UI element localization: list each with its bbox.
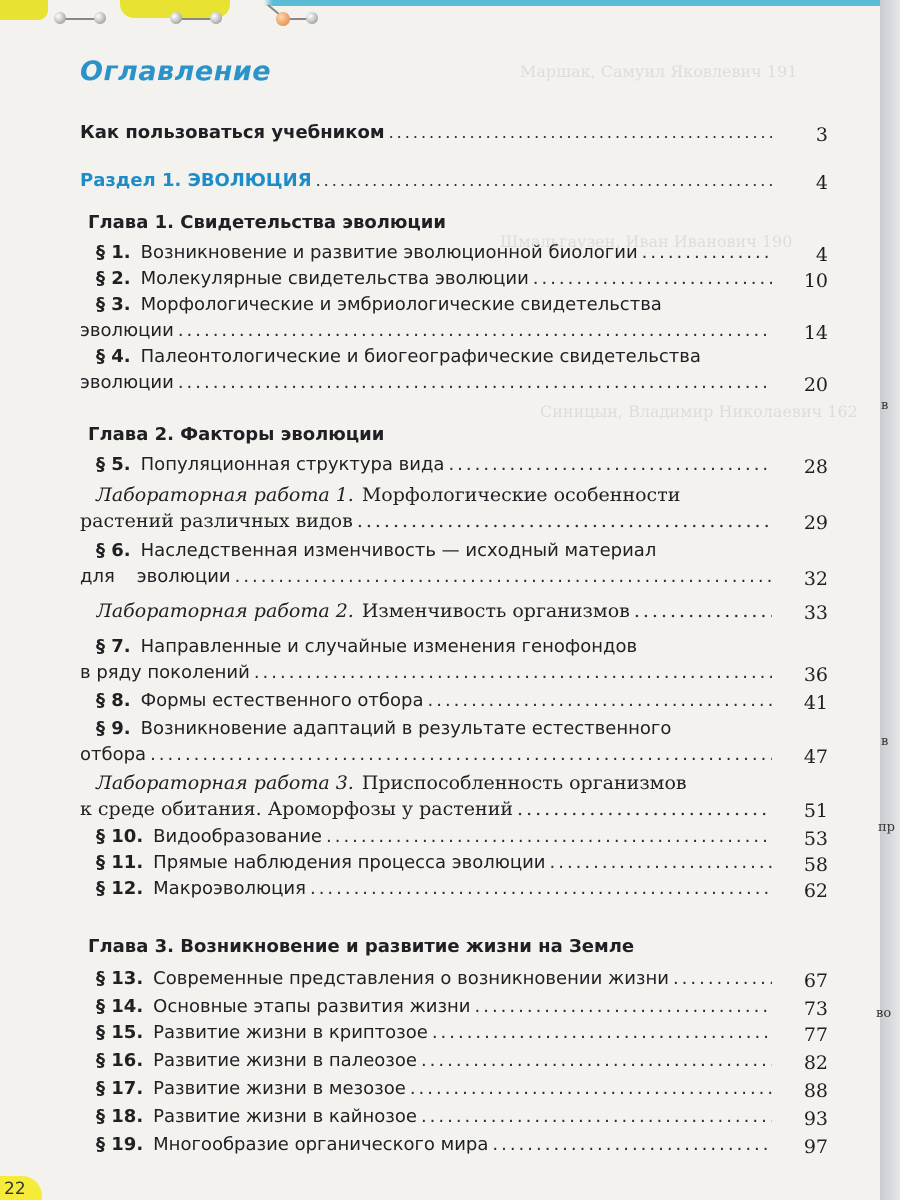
- paragraph-title: Популяционная структура вида: [140, 454, 445, 475]
- edge-letter: в: [881, 734, 889, 749]
- lab-work-label: Лабораторная работа 1.: [96, 484, 354, 506]
- toc-paragraph-continuation: [80, 320, 772, 344]
- toc-page-number: 28: [803, 456, 828, 478]
- dot-leader: [428, 690, 773, 711]
- edge-letter: во: [876, 1006, 892, 1021]
- decorative-banner: [0, 0, 880, 34]
- toc-paragraph-entry[interactable]: [96, 1106, 772, 1130]
- toc-paragraph-entry[interactable]: [96, 718, 671, 739]
- toc-entry-section[interactable]: [80, 170, 772, 194]
- toc-page-number: 53: [803, 828, 828, 850]
- paragraph-title: Современные представления о возникновении жизни: [153, 968, 669, 989]
- adjacent-page-edge: [876, 0, 900, 1200]
- toc-page-number: 47: [803, 746, 828, 768]
- dot-leader: [178, 372, 772, 393]
- toc-page-number: 88: [803, 1080, 828, 1102]
- toc-page-number: 32: [803, 568, 828, 590]
- dot-leader: [310, 878, 772, 899]
- toc-page-number: 67: [803, 970, 828, 992]
- dot-leader: [550, 852, 772, 873]
- toc-page-number: 14: [803, 322, 828, 344]
- toc-paragraph-entry[interactable]: [96, 346, 701, 367]
- toc-page-number: 41: [803, 692, 828, 714]
- dot-leader: [517, 798, 772, 820]
- toc-page-number: 93: [803, 1108, 828, 1130]
- paragraph-title: Основные этапы развития жизни: [153, 996, 471, 1017]
- molecule-icon: [306, 12, 318, 24]
- edge-letter: пр: [878, 820, 895, 835]
- toc-paragraph-continuation: [80, 662, 772, 686]
- paragraph-title: Наследственная изменчивость — исходный материал: [140, 540, 657, 561]
- dot-leader: [448, 454, 772, 475]
- paragraph-number: § 8.: [96, 690, 131, 711]
- molecule-icon: [54, 12, 66, 24]
- dot-leader: [673, 968, 772, 989]
- dot-leader: [178, 320, 772, 341]
- toc-page-number: 82: [803, 1052, 828, 1074]
- toc-paragraph-entry[interactable]: [96, 1022, 772, 1046]
- paragraph-title: Развитие жизни в мезозое: [153, 1078, 406, 1099]
- toc-paragraph-entry[interactable]: [96, 268, 772, 292]
- paragraph-title-continued: в ряду поколений: [80, 662, 250, 683]
- paragraph-number: § 2.: [96, 268, 131, 289]
- paragraph-number: § 14.: [96, 996, 144, 1017]
- paragraph-title: Макроэволюция: [153, 878, 306, 899]
- lab-work-label: Лабораторная работа 3.: [96, 772, 354, 794]
- toc-page-number: 4: [815, 244, 828, 266]
- dot-leader: [410, 1078, 772, 1099]
- paragraph-title: Формы естественного отбора: [140, 690, 424, 711]
- toc-lab-entry[interactable]: [96, 600, 772, 624]
- toc-lab-continuation: [80, 798, 772, 822]
- toc-paragraph-entry[interactable]: [96, 540, 656, 561]
- paragraph-title: Морфологические и эмбриологические свидетельства: [140, 294, 662, 315]
- toc-paragraph-entry[interactable]: [96, 996, 772, 1020]
- dot-leader: [316, 171, 772, 190]
- paragraph-title: Прямые наблюдения процесса эволюции: [153, 852, 546, 873]
- toc-page-number: 29: [803, 512, 828, 534]
- paragraph-title: Развитие жизни в палеозое: [153, 1050, 417, 1071]
- paragraph-number: § 3.: [96, 294, 131, 315]
- page-number: 22: [0, 1176, 42, 1200]
- toc-entry-how-to-use[interactable]: [80, 122, 772, 146]
- toc-paragraph-entry[interactable]: [96, 968, 772, 992]
- paragraph-number: § 12.: [96, 878, 144, 899]
- continuation-prefix: для: [80, 566, 115, 587]
- toc-paragraph-continuation: [80, 372, 772, 396]
- paragraph-title: Возникновение адаптаций в результате естественного: [140, 718, 672, 739]
- dot-leader: [150, 744, 772, 765]
- toc-paragraph-entry[interactable]: [96, 690, 772, 714]
- toc-paragraph-entry[interactable]: [96, 826, 772, 850]
- molecule-icon: [210, 12, 222, 24]
- lab-work-title: Морфологические особенности: [361, 484, 681, 506]
- paragraph-number: § 9.: [96, 718, 131, 739]
- toc-page-number: 20: [803, 374, 828, 396]
- toc-page-number: 36: [803, 664, 828, 686]
- toc-lab-entry[interactable]: [96, 772, 687, 794]
- toc-entry-text: Раздел 1. ЭВОЛЮЦИЯ: [80, 170, 312, 191]
- paragraph-number: § 6.: [96, 540, 131, 561]
- toc-page-number: 73: [803, 998, 828, 1020]
- toc-page-number: 3: [815, 124, 828, 146]
- toc-paragraph-entry[interactable]: [96, 242, 772, 266]
- edge-letter: в: [881, 398, 889, 413]
- toc-paragraph-entry[interactable]: [96, 1078, 772, 1102]
- paragraph-title: Направленные и случайные изменения генофондов: [140, 636, 638, 657]
- paragraph-number: § 18.: [96, 1106, 144, 1127]
- toc-paragraph-continuation: [80, 566, 772, 590]
- lab-work-title-continued: растений различных видов: [80, 510, 353, 532]
- dot-leader: [492, 1134, 772, 1155]
- toc-paragraph-entry[interactable]: [96, 454, 772, 478]
- toc-page-number: 4: [815, 172, 828, 194]
- chapter-heading: Глава 2. Факторы эволюции: [88, 424, 385, 445]
- toc-paragraph-entry[interactable]: [96, 1134, 772, 1158]
- paragraph-title-continued: эволюции: [80, 372, 174, 393]
- paragraph-number: § 16.: [96, 1050, 144, 1071]
- dot-leader: [389, 123, 772, 142]
- paragraph-number: § 7.: [96, 636, 131, 657]
- toc-paragraph-continuation: [80, 744, 772, 768]
- toc-page-number: 77: [803, 1024, 828, 1046]
- lab-work-title: Изменчивость организмов: [361, 600, 630, 622]
- toc-paragraph-entry[interactable]: [96, 294, 662, 315]
- paragraph-number: § 1.: [96, 242, 131, 263]
- toc-page-number: 33: [803, 602, 828, 624]
- dot-leader: [254, 662, 772, 683]
- book-page: Маршак, Самуил Яковлевич 191 Шмальгаузен, Иван Иванович 190 Синицын, Владимир Николаевич 162 Оглавление Как пользоваться учебником ..... 3 Раздел 1. ЭВОЛЮЦИЯ ..... 4 Глава 1. Свидетельства эволюции § 1. Возникновение и развитие эволюционной биологии ..... 4 § 2. Молекулярные свидетельства эволюции ..... 10 § 3. Морфологические и эмбриологические свидетельства эволюции ..... 14 § 4. Палеонтологические и биогеографические свидетельства эволюции ..... 20 Глава 2. Факторы эволюции § 5. Популяционная структура вида ..... 28 растений различных видов ..... Лабораторная работа 1. Морфологические особенности 29 § 6. Наследственная изменчивость — исходный материал для эволюции ..... 32 Лабораторная работа 2. Изменчивость организмов ..... 33 § 7. Направленные и случайные изменения генофондов в ряду поколений ..... 36 § 8. Формы естественного отбора ..... 41 § 9. Возникновение адаптаций в результате естественного отбора ..... 47 к среде обитания. Ароморфозы у растений ..... Лабораторная работа 3. Приспособленность организмов 51 § 10. Видообразование ..... 53 § 11. Прямые наблюдения процесса эволюции ..... 58 § 12. Макроэволюция ..... 62 Глава 3. Возникновение и развитие жизни на Земле § 13. Современные представления о возникновении жизни ..... 67 § 14. Основные этапы развития жизни ..... 73 § 15. Развитие жизни в криптозое ..... 77 § 16. Развитие жизни в палеозое ..... 82 § 17. Развитие жизни в мезозое ..... 88 § 18. Развитие жизни в кайнозое ..... 93 § 19. Многообразие органического мира ..... 97 22: [0, 0, 880, 1200]
- dot-leader: [235, 566, 772, 587]
- molecule-icon: [170, 12, 182, 24]
- toc-paragraph-entry[interactable]: [96, 852, 772, 876]
- chapter-heading: Глава 1. Свидетельства эволюции: [88, 212, 446, 233]
- paragraph-number: § 15.: [96, 1022, 144, 1043]
- lab-work-label: Лабораторная работа 2.: [96, 600, 354, 622]
- dot-leader: [634, 600, 772, 622]
- toc-paragraph-entry[interactable]: [96, 636, 637, 657]
- toc-lab-entry[interactable]: [96, 484, 680, 506]
- toc-page-number: 51: [803, 800, 828, 822]
- paragraph-title: Молекулярные свидетельства эволюции: [140, 268, 529, 289]
- dot-leader: [421, 1050, 772, 1071]
- lab-work-title: Приспособленность организмов: [361, 772, 687, 794]
- dot-leader: [533, 268, 772, 289]
- paragraph-number: § 19.: [96, 1134, 144, 1155]
- paragraph-title: Видообразование: [153, 826, 322, 847]
- paragraph-title-continued: эволюции: [136, 566, 231, 587]
- paragraph-number: § 5.: [96, 454, 131, 475]
- paragraph-title: Многообразие органического мира: [153, 1134, 489, 1155]
- paragraph-title-continued: эволюции: [80, 320, 174, 341]
- paragraph-number: § 4.: [96, 346, 131, 367]
- dot-leader: [421, 1106, 772, 1127]
- paragraph-number: § 11.: [96, 852, 144, 873]
- lab-work-title-continued: к среде обитания. Ароморфозы у растений: [80, 798, 514, 820]
- paragraph-title-continued: отбора: [80, 744, 147, 765]
- paragraph-number: § 17.: [96, 1078, 144, 1099]
- toc-page-number: 58: [803, 854, 828, 876]
- dot-leader: [432, 1022, 772, 1043]
- paragraph-number: § 13.: [96, 968, 144, 989]
- paragraph-title: Развитие жизни в криптозое: [153, 1022, 428, 1043]
- paragraph-title: Возникновение и развитие эволюционной биологии: [140, 242, 638, 263]
- paragraph-title: Палеонтологические и биогеографические свидетельства: [140, 346, 701, 367]
- toc-page-number: 97: [803, 1136, 828, 1158]
- chapter-heading: Глава 3. Возникновение и развитие жизни на Земле: [88, 936, 635, 957]
- molecule-icon: [94, 12, 106, 24]
- toc-paragraph-entry[interactable]: [96, 878, 772, 902]
- paragraph-title: Развитие жизни в кайнозое: [153, 1106, 417, 1127]
- dot-leader: [326, 826, 772, 847]
- toc-paragraph-entry[interactable]: [96, 1050, 772, 1074]
- dot-leader: [357, 510, 772, 532]
- dot-leader: [642, 242, 772, 263]
- toc-entry-text: Как пользоваться учебником: [80, 122, 385, 143]
- molecule-icon: [276, 12, 290, 26]
- toc-lab-continuation: [80, 510, 772, 534]
- page-title: Оглавление: [80, 56, 272, 87]
- dot-leader: [475, 996, 772, 1017]
- toc-page-number: 62: [803, 880, 828, 902]
- toc-page-number: 10: [803, 270, 828, 292]
- paragraph-number: § 10.: [96, 826, 144, 847]
